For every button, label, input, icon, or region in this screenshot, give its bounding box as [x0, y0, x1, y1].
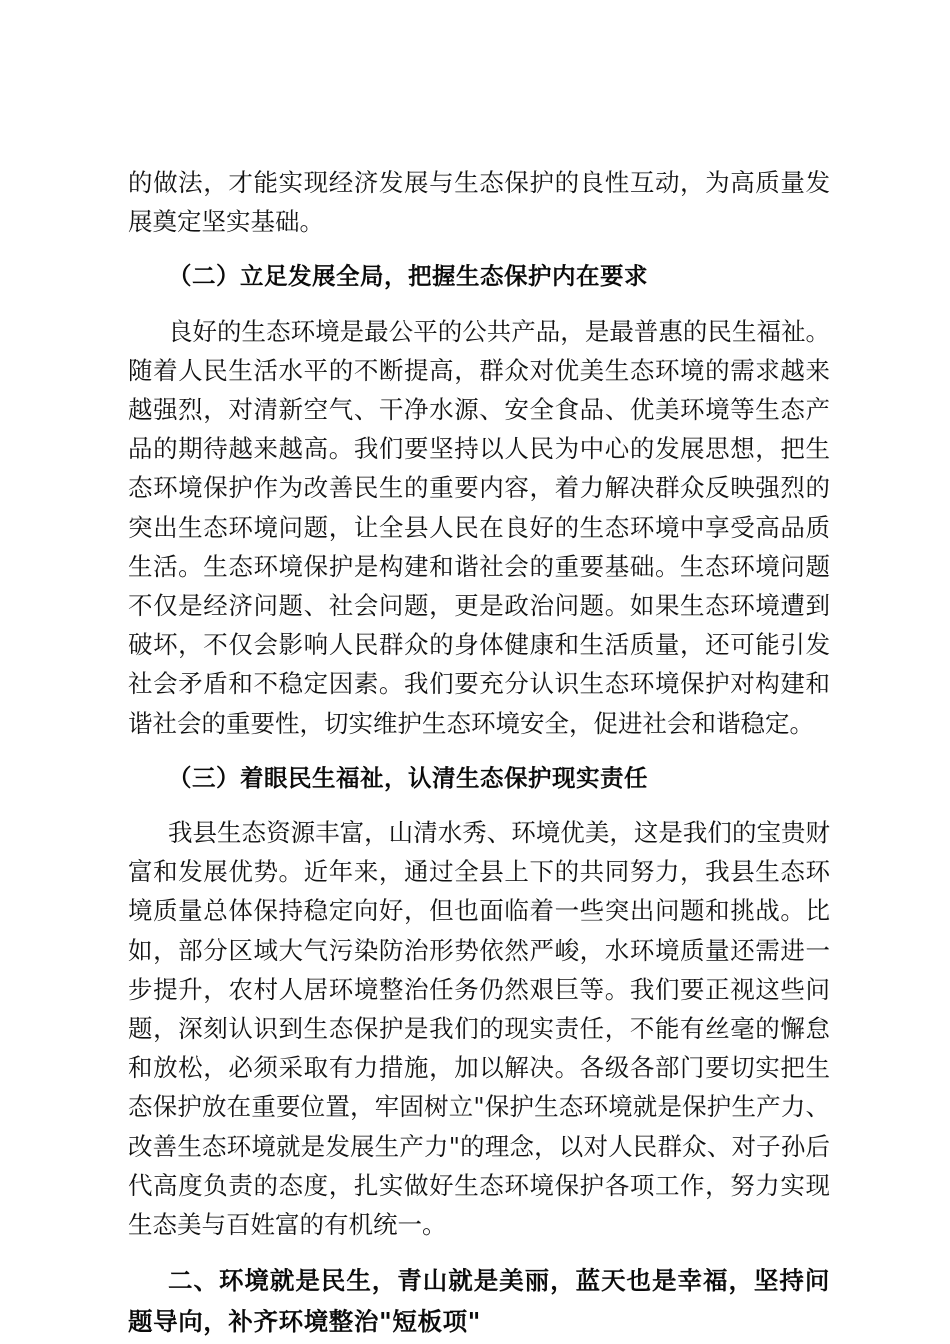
spacer	[128, 798, 830, 813]
spacer	[128, 1244, 830, 1260]
spacer	[128, 297, 830, 312]
spacer	[128, 241, 830, 257]
section-3-heading: （三）着眼民生福祉，认清生态保护现实责任	[168, 763, 648, 792]
spacer	[128, 743, 830, 759]
section-3-paragraph: 我县生态资源丰富，山清水秀、环境优美，这是我们的宝贵财富和发展优势。近年来，通过全县上下的共同努力，我县生态环境质量总体保持稳定向好，但也面临着一些突出问题和挑战。比如，部分区域大气污染防治形势依然严峻，水环境质量还需进一步提升，农村人居环境整治任务仍然艰巨等。我们要正视这些问题，深刻认识到生态保护是我们的现实责任，不能有丝毫的懈怠和放松，必须采取有力措施，加以解决。各级各部门要切实把生态保护放在重要位置，牢固树立"保护生态环境就是保护生产力、改善生态环境就是发展生产力"的理念，以对人民群众、对子孙后代高度负责的态度，扎实做好生态环境保护各项工作，努力实现生态美与百姓富的有机统一。	[128, 818, 830, 1240]
section-2-heading: （二）立足发展全局，把握生态保护内在要求	[168, 262, 648, 291]
continuation-paragraph: 的做法，才能实现经济发展与生态保护的良性互动，为高质量发展奠定坚实基础。	[128, 168, 830, 237]
document-body	[128, 163, 830, 1342]
section-2-paragraph: 良好的生态环境是最公平的公共产品，是最普惠的民生福祉。随着人民生活水平的不断提高，群众对优美生态环境的需求越来越强烈，对清新空气、干净水源、安全食品、优美环境等生态产品的期待越来越高。我们要坚持以人民为中心的发展思想，把生态环境保护作为改善民生的重要内容，着力解决群众反映强烈的突出生态环境问题，让全县人民在良好的生态环境中享受高品质生活。生态环境保护是构建和谐社会的重要基础。生态环境问题不仅是经济问题、社会问题，更是政治问题。如果生态环境遭到破坏，不仅会影响人民群众的身体健康和生活质量，还可能引发社会矛盾和不稳定因素。我们要充分认识生态环境保护对构建和谐社会的重要性，切实维护生态环境安全，促进社会和谐稳定。	[128, 316, 830, 738]
part-2-heading: 二、环境就是民生，青山就是美丽，蓝天也是幸福，坚持问题导向，补齐环境整治"短板项"	[128, 1266, 830, 1337]
